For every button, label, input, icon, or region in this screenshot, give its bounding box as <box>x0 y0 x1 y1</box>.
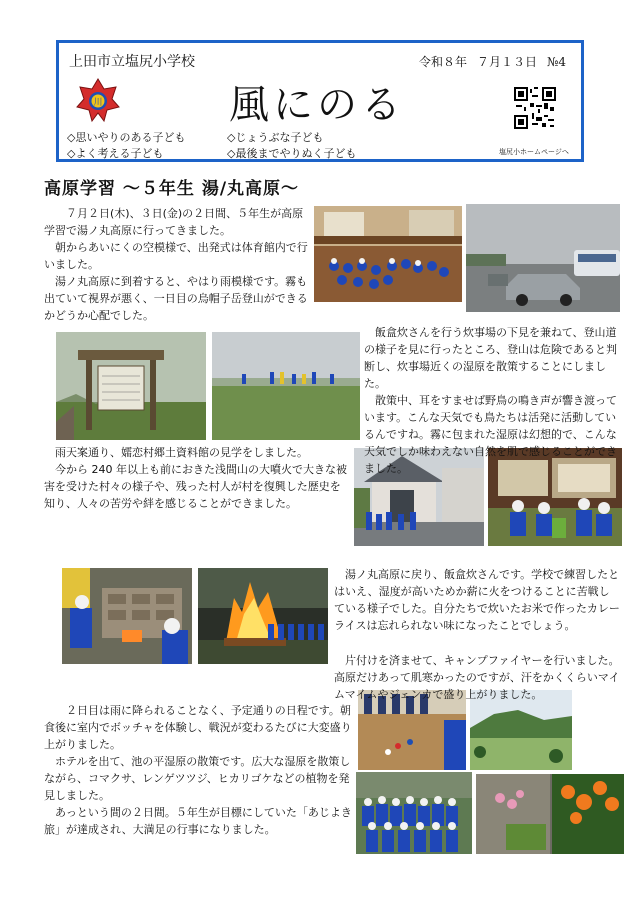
article-text-1: ７月２日(木)、３日(金)の２日間、５年生が高原学習で湯ノ丸高原に行ってきました。 <box>44 207 304 237</box>
school-name: 上田市立塩尻小学校 <box>69 54 195 70</box>
photo-campfire <box>198 568 328 664</box>
qr-code-icon[interactable] <box>514 87 556 129</box>
newsletter-title: 風にのる <box>229 82 405 128</box>
motto-4: ◇最後までやりぬく子ども <box>227 147 357 160</box>
issue-date-era: 令和８年 <box>419 55 468 69</box>
school-emblem-icon <box>75 77 121 123</box>
article-text-10: ２日目は雨に降られることなく、予定通りの日程です。朝食後に室内でボッチャを体験し、戦況が変わるたびに大変盛り上がりました。 <box>44 704 352 751</box>
article-text-9: 片付けを済ませて、キャンプファイヤーを行いました。高原だけあって肌寒かったのですが、汗をかくくらいマイムマイムやジェンカで盛り上がりました。 <box>334 654 620 701</box>
newsletter-header <box>56 40 584 162</box>
photo-foggy-parking <box>466 204 620 312</box>
motto-2: ◇じょうぶな子ども <box>227 131 324 144</box>
issue-date: ７月１３日 <box>477 55 538 69</box>
article-text-5a: 散策中、耳をすませば野鳥の鳴き声が響き渡っています。こんな天気でも鳥たちは活発に活動しているんですね。霧に包まれた湿原は幻想的で、こんな天気でしか味わえない自然を肌で感じることができました。 <box>364 394 617 475</box>
photo-wetland-sign <box>56 332 206 440</box>
article-heading: 高原学習 〜５年生 湯/丸高原〜 <box>44 179 300 199</box>
photo-flowers <box>476 774 624 854</box>
motto-1: ◇思いやりのある子ども <box>67 131 186 144</box>
photo-cooking <box>62 568 192 664</box>
emblem-text: 川 <box>93 98 103 108</box>
issue-number: №4 <box>547 55 567 69</box>
article-paragraph-block-3 <box>44 702 354 838</box>
photo-gym-ceremony <box>314 206 462 302</box>
photo-foggy-meadow <box>212 332 360 440</box>
photo-group <box>356 772 472 854</box>
motto-3: ◇よく考える子ども <box>67 147 164 160</box>
article-text-4: 飯盒炊さんを行う炊事場の下見を兼ねて、登山道の様子を見に行ったところ、登山は危険であると判断し、炊事場近くの湿原を散策することにしました。 <box>364 326 617 390</box>
homepage-link[interactable]: 塩尻小ホームページへ <box>499 148 569 156</box>
article-text-12: あっという間の２日間。５年生が目標にしていた「あじよき旅」が達成され、大満足の行事になりました。 <box>44 806 352 836</box>
article-text-2: 朝からあいにくの空模様で、出発式は体育館内で行いました。 <box>44 241 308 271</box>
article-paragraph-block-2 <box>44 444 350 512</box>
article-text-8: 湯ノ丸高原に戻り、飯盒炊さんです。学校で練習したとはいえ、湿度が高いためか薪に火をつけることに苦戦している様子でした。自分たちで炊いたお米で作ったカレーライスは忘れられない味になったことでしょう。 <box>334 568 620 632</box>
article-text-3: 湯ノ丸高原に到着すると、やはり雨模様です。霧も出ていて視界が悪く、一日目の烏帽子岳登山ができるかどうか心配でした。 <box>44 275 308 322</box>
article-text-11: ホテルを出て、池の平湿原の散策です。広大な湿原を散策しながら、コマクサ、レンゲツツジ、ヒカリゴケなどの植物を発見しました。 <box>44 755 351 802</box>
article-paragraph-1 <box>44 205 310 324</box>
article-text-6: 雨天案通り、嬬恋村郷土資料館の見学をしました。 <box>55 446 308 459</box>
issue-dateline <box>419 53 576 70</box>
article-text-7: 今から 240 年以上も前におきた浅間山の大噴火で大きな被害を受けた村々の様子や、残った村人が村を復興した歴史を知り、人々の苦労や絆を感じることができました。 <box>44 463 347 510</box>
photo-museum-interior <box>488 448 622 546</box>
